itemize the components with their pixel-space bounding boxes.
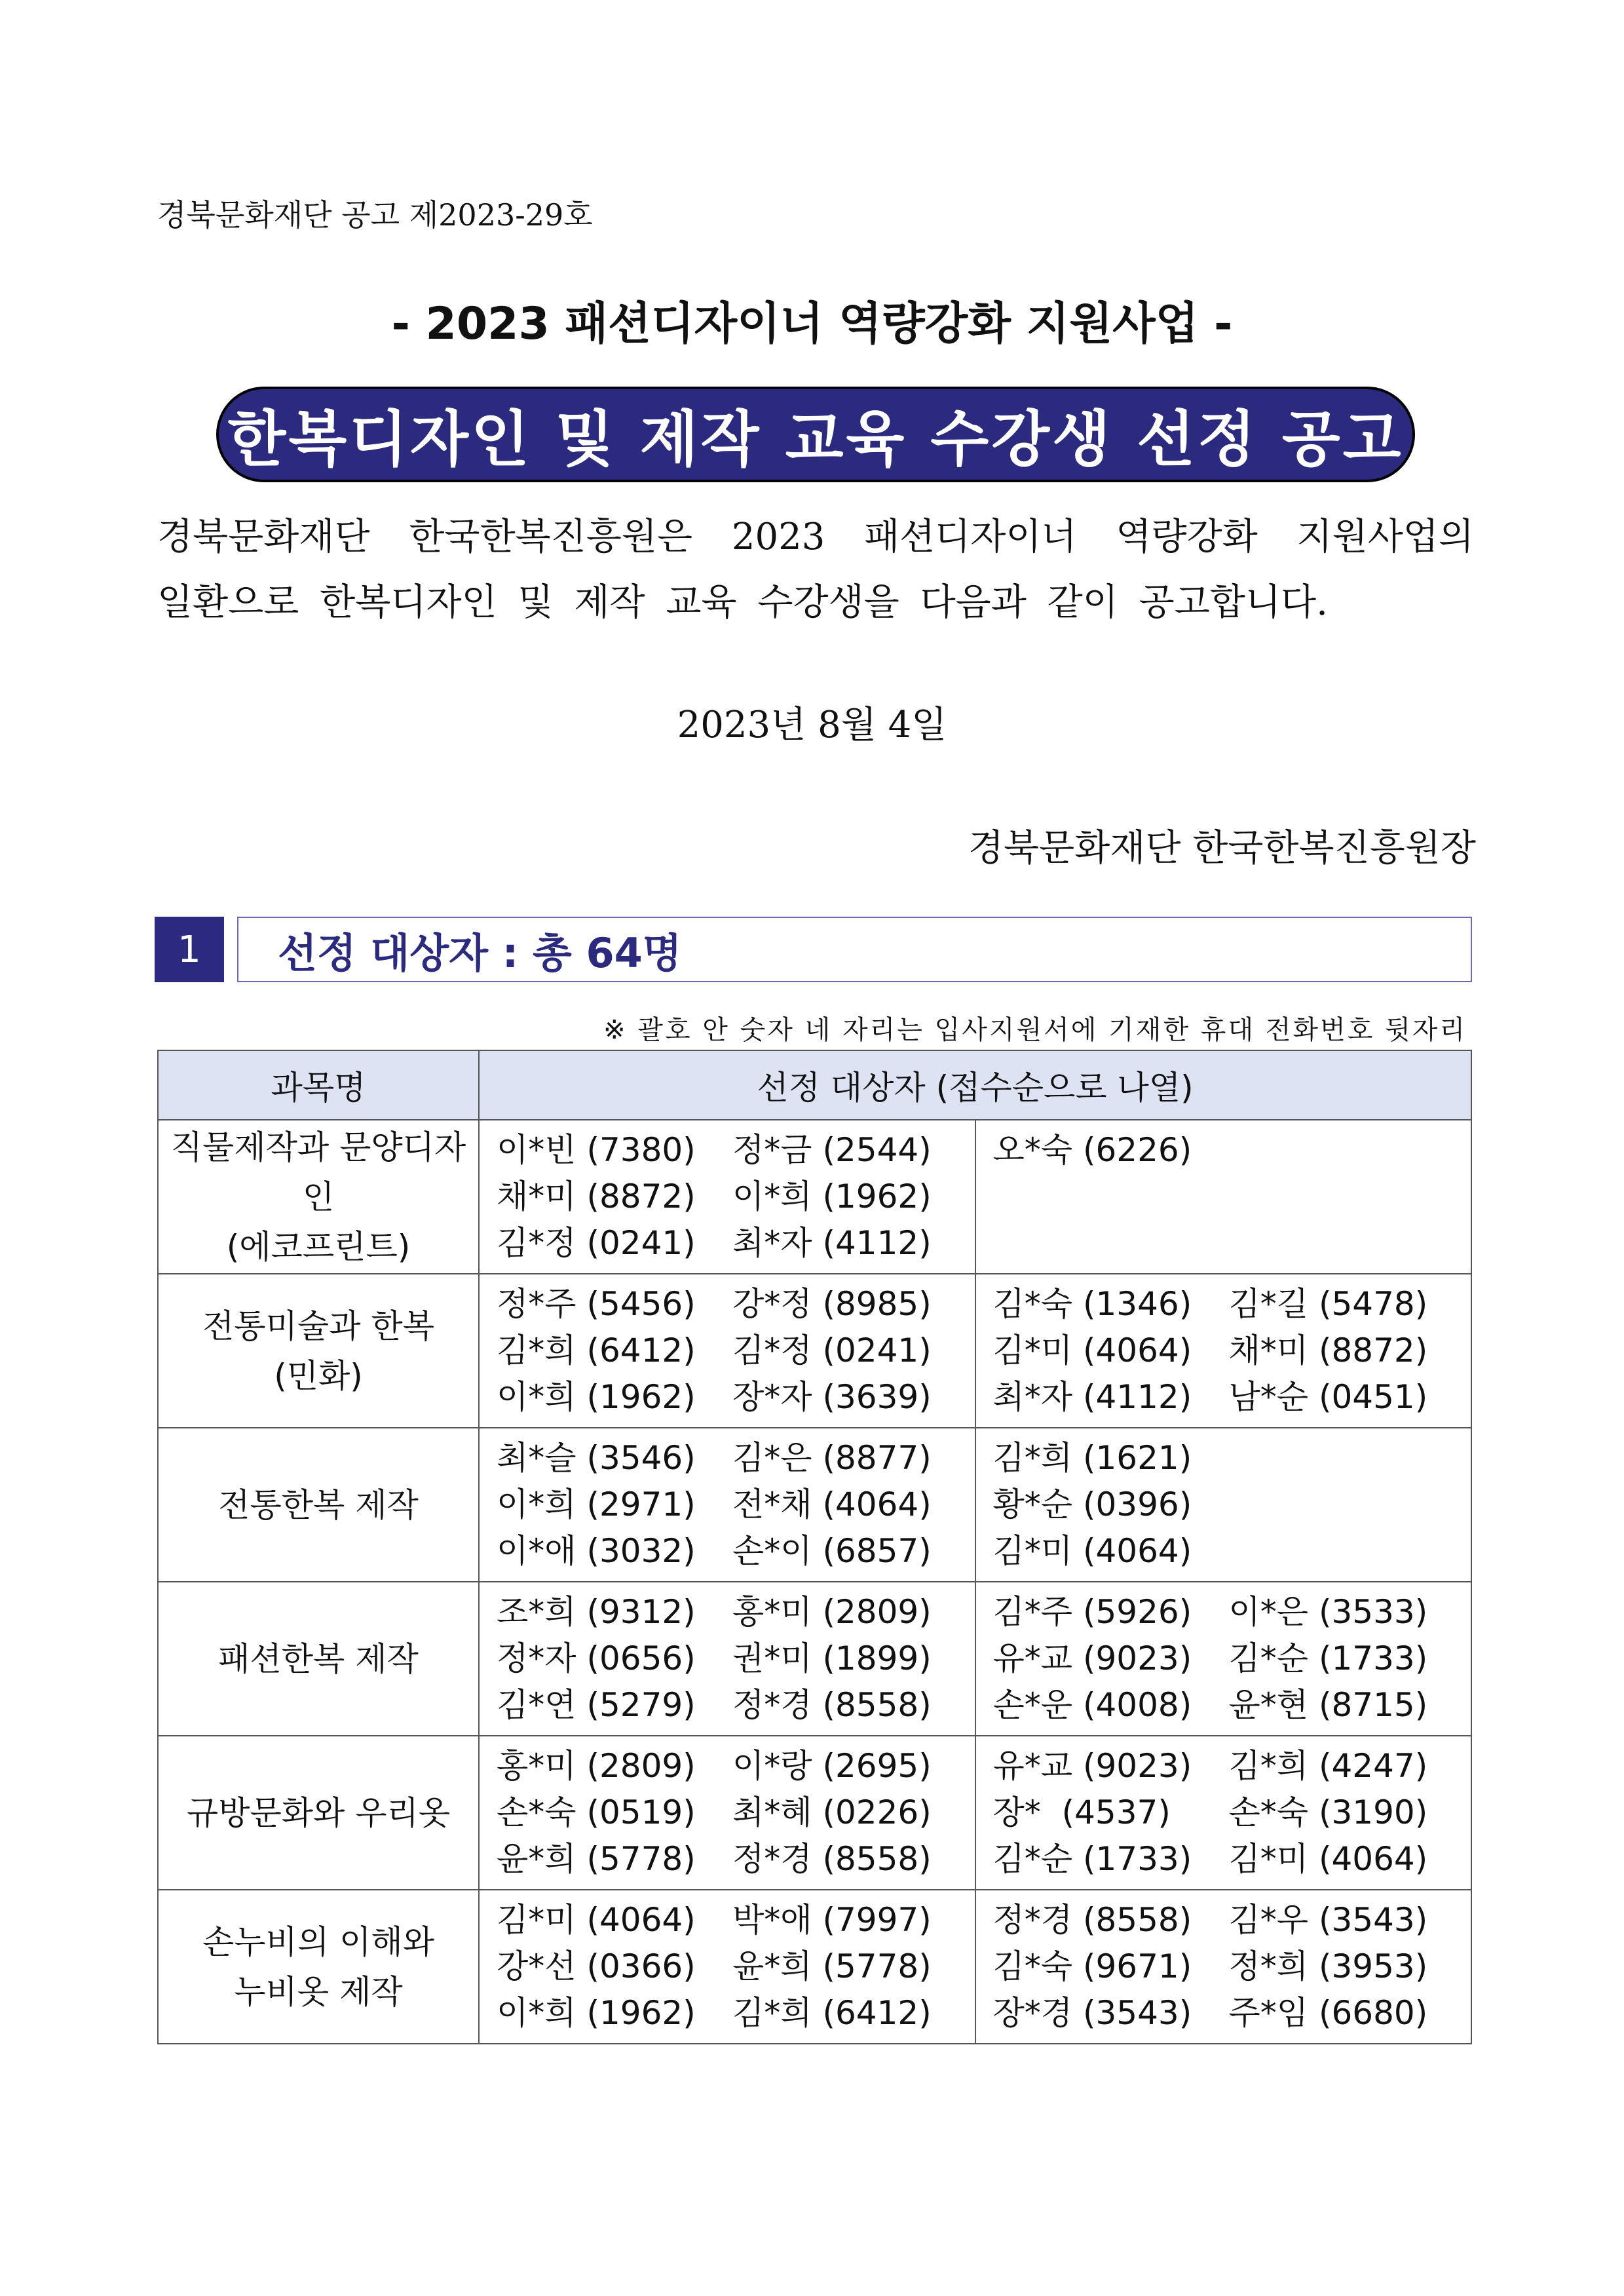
selected-person [1229, 1482, 1465, 1528]
selected-person [1229, 1435, 1465, 1482]
intro-word: 역량강화 [1116, 516, 1258, 558]
selected-person: 정*경 (8558) [732, 1840, 932, 1878]
selected-person: 정*경 (8558) [992, 1901, 1192, 1939]
selected-person: 김*숙 (1346) [992, 1285, 1192, 1323]
selected-person: 김*숙 (9671) [992, 1947, 1192, 1985]
selected-person: 김*우 (3543) [1228, 1901, 1428, 1939]
selected-person: 이*은 (3533) [1228, 1593, 1428, 1631]
subject-cell [158, 1428, 479, 1582]
names-cell-left [479, 1274, 975, 1428]
selected-person: 김*연 (5279) [497, 1686, 696, 1724]
selected-person [1229, 1528, 1465, 1575]
selected-person: 권*미 (1899) [732, 1639, 932, 1677]
subject-line: (에코프린트) [226, 1227, 411, 1266]
names-grid [993, 1897, 1471, 2037]
selected-person: 김*희 (6412) [732, 1994, 932, 2032]
names-grid [993, 1435, 1471, 1575]
subject-line: 전통미술과 한복 [202, 1307, 434, 1345]
table-row [158, 1428, 1471, 1582]
names-cell-right [975, 1120, 1472, 1274]
selected-person: 이*희 (1962) [497, 1378, 696, 1416]
intro-word: 경북문화재단 [157, 516, 370, 558]
selected-person: 홍*미 (2809) [497, 1747, 696, 1785]
names-cell-right [975, 1274, 1472, 1428]
table-row [158, 1890, 1471, 2044]
selected-person: 유*교 (9023) [992, 1747, 1192, 1785]
subject-line: 패션한복 제작 [218, 1639, 419, 1678]
selected-person: 오*숙 (6226) [992, 1131, 1192, 1169]
section-header [237, 917, 1472, 982]
selected-person: 채*미 (8872) [497, 1177, 696, 1215]
table-row [158, 1736, 1471, 1890]
selected-person: 이*희 (1962) [732, 1177, 932, 1215]
selected-person: 김*길 (5478) [1228, 1285, 1428, 1323]
names-cell-left [479, 1736, 975, 1890]
names-grid [497, 1127, 975, 1267]
selected-person: 강*선 (0366) [497, 1947, 696, 1985]
selected-person: 이*희 (1962) [497, 1994, 696, 2032]
selected-person: 이*애 (3032) [497, 1532, 696, 1570]
names-grid [993, 1589, 1471, 1729]
header-selected: 선정 대상자 (접수순으로 나열) [479, 1050, 1471, 1120]
selected-person: 전*채 (4064) [732, 1485, 932, 1523]
subject-cell [158, 1274, 479, 1428]
selected-person: 정*자 (0656) [497, 1639, 696, 1677]
table-row [158, 1274, 1471, 1428]
names-grid [497, 1435, 975, 1575]
names-cell-left [479, 1428, 975, 1582]
selected-person: 정*주 (5456) [497, 1285, 696, 1323]
selected-person: 김*희 (4247) [1228, 1747, 1428, 1785]
selected-person: 손*숙 (3190) [1228, 1793, 1428, 1831]
notice-date: 2023년 8월 4일 [677, 704, 947, 746]
names-grid [497, 1589, 975, 1729]
selected-person: 김*정 (0241) [497, 1224, 696, 1262]
table-note: ※ 괄호 안 숫자 네 자리는 입사지원서에 기재한 휴대 전화번호 뒷자리 [603, 1015, 1467, 1045]
names-grid [993, 1743, 1471, 1883]
subject-line: 손누비의 이해와 [202, 1923, 434, 1961]
notice-number: 경북문화재단 공고 제2023-29호 [157, 197, 593, 233]
names-cell-right [975, 1582, 1472, 1736]
intro-line-1 [157, 505, 1474, 570]
selected-person: 김*희 (1621) [992, 1439, 1192, 1477]
subject-cell [158, 1120, 479, 1274]
table-body [158, 1120, 1471, 2044]
intro-word: 2023 [731, 516, 825, 558]
selected-person: 윤*희 (5778) [732, 1947, 932, 1985]
selected-person: 김*미 (4064) [992, 1331, 1192, 1369]
table-row [158, 1582, 1471, 1736]
intro-word: 패션디자이너 [864, 516, 1077, 558]
selected-person: 이*빈 (7380) [497, 1131, 696, 1169]
selected-person: 조*희 (9312) [497, 1593, 696, 1631]
selected-person [1229, 1127, 1465, 1174]
selected-person: 채*미 (8872) [1228, 1331, 1428, 1369]
selected-person: 손*운 (4008) [992, 1686, 1192, 1724]
selected-person: 김*미 (4064) [1228, 1840, 1428, 1878]
selected-person: 이*랑 (2695) [732, 1747, 932, 1785]
selected-person: 최*자 (4112) [732, 1224, 932, 1262]
names-cell-right [975, 1736, 1472, 1890]
names-grid [497, 1897, 975, 2037]
selected-person: 김*미 (4064) [497, 1901, 696, 1939]
subject-line: 규방문화와 우리옷 [186, 1793, 451, 1832]
names-cell-left [479, 1120, 975, 1274]
selected-person: 장* (4537) [992, 1793, 1171, 1831]
intro-line-2: 일환으로 한복디자인 및 제작 교육 수강생을 다음과 같이 공고합니다. [157, 581, 1328, 624]
selected-person: 장*경 (3543) [992, 1994, 1192, 2032]
selected-person: 최*슬 (3546) [497, 1439, 696, 1477]
selected-person: 정*금 (2544) [732, 1131, 932, 1169]
selected-person: 정*경 (8558) [732, 1686, 932, 1724]
subject-cell [158, 1582, 479, 1736]
selected-person: 손*숙 (0519) [497, 1793, 696, 1831]
names-cell-left [479, 1890, 975, 2044]
names-grid [497, 1281, 975, 1421]
names-cell-right [975, 1428, 1472, 1582]
intro-paragraph [157, 505, 1474, 636]
selection-table [157, 1050, 1472, 2044]
selected-person: 김*은 (8877) [732, 1439, 932, 1477]
subject-line: 누비옷 제작 [234, 1972, 403, 2011]
selected-person: 김*순 (1733) [1228, 1639, 1428, 1677]
selected-person: 남*순 (0451) [1228, 1378, 1428, 1416]
selected-person: 김*순 (1733) [992, 1840, 1192, 1878]
subject-line: 직물제작과 문양디자인 [170, 1128, 466, 1216]
selected-person: 장*자 (3639) [732, 1378, 932, 1416]
section-title: 선정 대상자 : 총 64명 [278, 928, 682, 977]
names-grid [993, 1127, 1471, 1174]
selected-person: 유*교 (9023) [992, 1639, 1192, 1677]
names-cell-right [975, 1890, 1472, 2044]
subtitle: - 2023 패션디자이너 역량강화 지원사업 - [391, 298, 1233, 350]
table-header-row [158, 1050, 1471, 1120]
subject-line: (민화) [274, 1356, 363, 1395]
names-cell-left [479, 1582, 975, 1736]
header-subject: 과목명 [158, 1050, 479, 1120]
selected-person: 강*정 (8985) [732, 1285, 932, 1323]
selected-person: 김*미 (4064) [992, 1532, 1192, 1570]
intro-word: 한국한복진흥원은 [409, 516, 693, 558]
selected-person: 김*정 (0241) [732, 1331, 932, 1369]
intro-word: 지원사업의 [1296, 516, 1474, 558]
selected-person: 김*희 (6412) [497, 1331, 696, 1369]
names-grid [993, 1281, 1471, 1421]
selected-person: 박*애 (7997) [732, 1901, 932, 1939]
subject-cell [158, 1736, 479, 1890]
selected-person: 최*자 (4112) [992, 1378, 1192, 1416]
selected-person: 윤*현 (8715) [1228, 1686, 1428, 1724]
selected-person: 이*희 (2971) [497, 1485, 696, 1523]
issuer: 경북문화재단 한국한복진흥원장 [968, 827, 1476, 870]
subject-line: 전통한복 제작 [218, 1485, 419, 1524]
selected-person: 정*희 (3953) [1228, 1947, 1428, 1985]
selected-person: 홍*미 (2809) [732, 1593, 932, 1631]
names-grid [497, 1743, 975, 1883]
selected-person: 최*혜 (0226) [732, 1793, 932, 1831]
selected-person: 손*이 (6857) [732, 1532, 932, 1570]
selected-person: 김*주 (5926) [992, 1593, 1192, 1631]
selected-person: 윤*희 (5778) [497, 1840, 696, 1878]
table-row [158, 1120, 1471, 1274]
title-banner [216, 387, 1415, 482]
section-number: 1 [155, 917, 224, 982]
selected-person: 황*순 (0396) [992, 1485, 1192, 1523]
selected-person: 주*임 (6680) [1228, 1994, 1428, 2032]
page-title: 한복디자인 및 제작 교육 수강생 선정 공고 [227, 404, 1404, 474]
subject-cell [158, 1890, 479, 2044]
